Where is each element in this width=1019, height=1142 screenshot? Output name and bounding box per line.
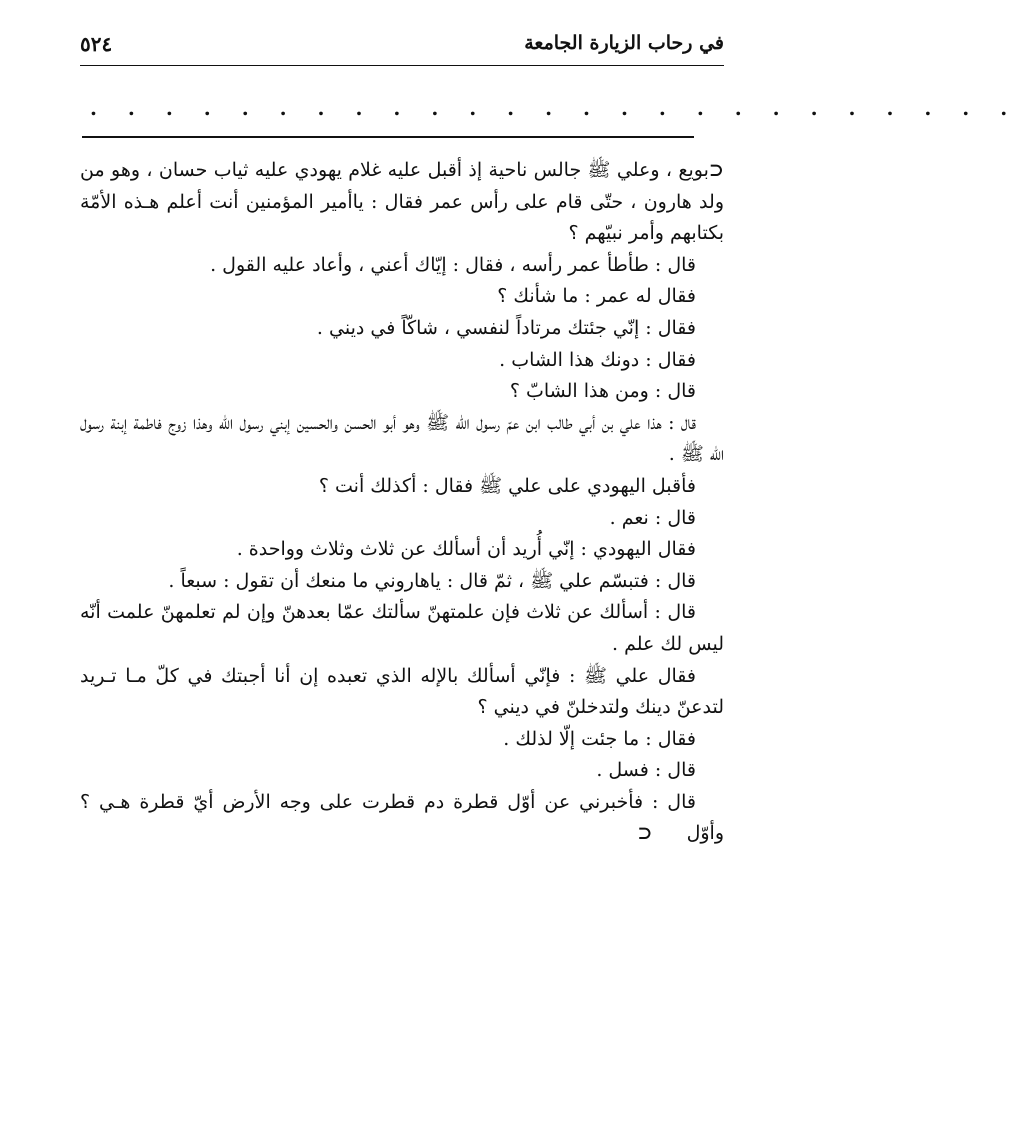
continuation-open-mark: ⊂ xyxy=(708,160,724,181)
paragraph-15: قال : فسل . xyxy=(596,759,696,782)
paragraph-13: فقال علي ﷺ : فإنّي أسألك بالإله الذي تعبده إن أنا أجبتك في كلّ مـا تـريد لتدعنّ دينك ولتدخلنّ في ديني ؟ xyxy=(80,664,724,719)
paragraph-9: قال : نعم . xyxy=(609,506,696,529)
paragraph-2: قال : طأطأ عمر رأسه ، فقال : إيّاك أعني ، وأعاد عليه القول . xyxy=(210,253,696,276)
running-header xyxy=(80,28,724,62)
paragraph-11: قال : فتبسّم علي ﷺ ، ثمّ قال : ياهاروني ما منعك أن تقول : سبعاً . xyxy=(168,569,696,592)
header-rule xyxy=(80,65,724,66)
page-number: ٥٢٤ xyxy=(80,32,113,56)
paragraph-7: قال : هذا علي بن أبي طالب ابن عمّ رسول الله ﷺ وهو أبو الحسن والحسين إبني رسول الله وهذا زوج فاطمة إبنة رسول الله ﷺ . xyxy=(80,411,724,466)
header-title: في رحاب الزيارة الجامعة xyxy=(524,32,724,54)
paragraph-16 xyxy=(80,787,724,850)
paragraph-12: قال : أسألك عن ثلاث فإن علمتهنّ سألتك عمّا بعدهنّ وإن لم تعلمهنّ علمت أنّه ليس لك علم . xyxy=(80,601,724,655)
paragraph-8: فأقبل اليهودي على علي ﷺ فقال : أكذلك أنت ؟ xyxy=(318,474,696,497)
paragraph-14: فقال : ما جئت إلّا لذلك . xyxy=(503,727,696,750)
paragraph-10: فقال اليهودي : إنّي أُريد أن أسألك عن ثلاث وثلاث وواحدة . xyxy=(236,538,696,561)
paragraph-4: فقال : إنّي جئتك مرتاداً لنفسي ، شاكّاً في ديني . xyxy=(316,316,696,339)
footnote-rule xyxy=(82,136,694,138)
separator-dots: . . . . . . . . . . . . . . . . . . . . . . . . . xyxy=(90,96,1019,120)
paragraph-6: قال : ومن هذا الشابّ ؟ xyxy=(509,380,696,403)
paragraph-3: فقال له عمر : ما شأنك ؟ xyxy=(497,285,696,308)
continuation-close-mark: ⊂ xyxy=(637,823,653,845)
paragraph-5: فقال : دونك هذا الشاب . xyxy=(499,348,696,371)
paragraph-text: بويع ، وعلي ﷺ جالس ناحية إذ أقبل عليه غلام يهودي عليه ثياب حسان ، وهو من ولد هارون ، حتّى قام على رأس عمر فقال : ياأمير المؤمنين أنت أعلم هـذه الأمّة بكتابهم وأمر نبيّهم ؟ xyxy=(80,159,724,245)
paragraph-1 xyxy=(80,155,724,250)
footnote-body xyxy=(80,155,724,850)
paragraph-text: قال : فأخبرني عن أوّل قطرة دم قطرت على وجه الأرض أيّ قطرة هـي ؟ وأوّل xyxy=(80,790,724,845)
